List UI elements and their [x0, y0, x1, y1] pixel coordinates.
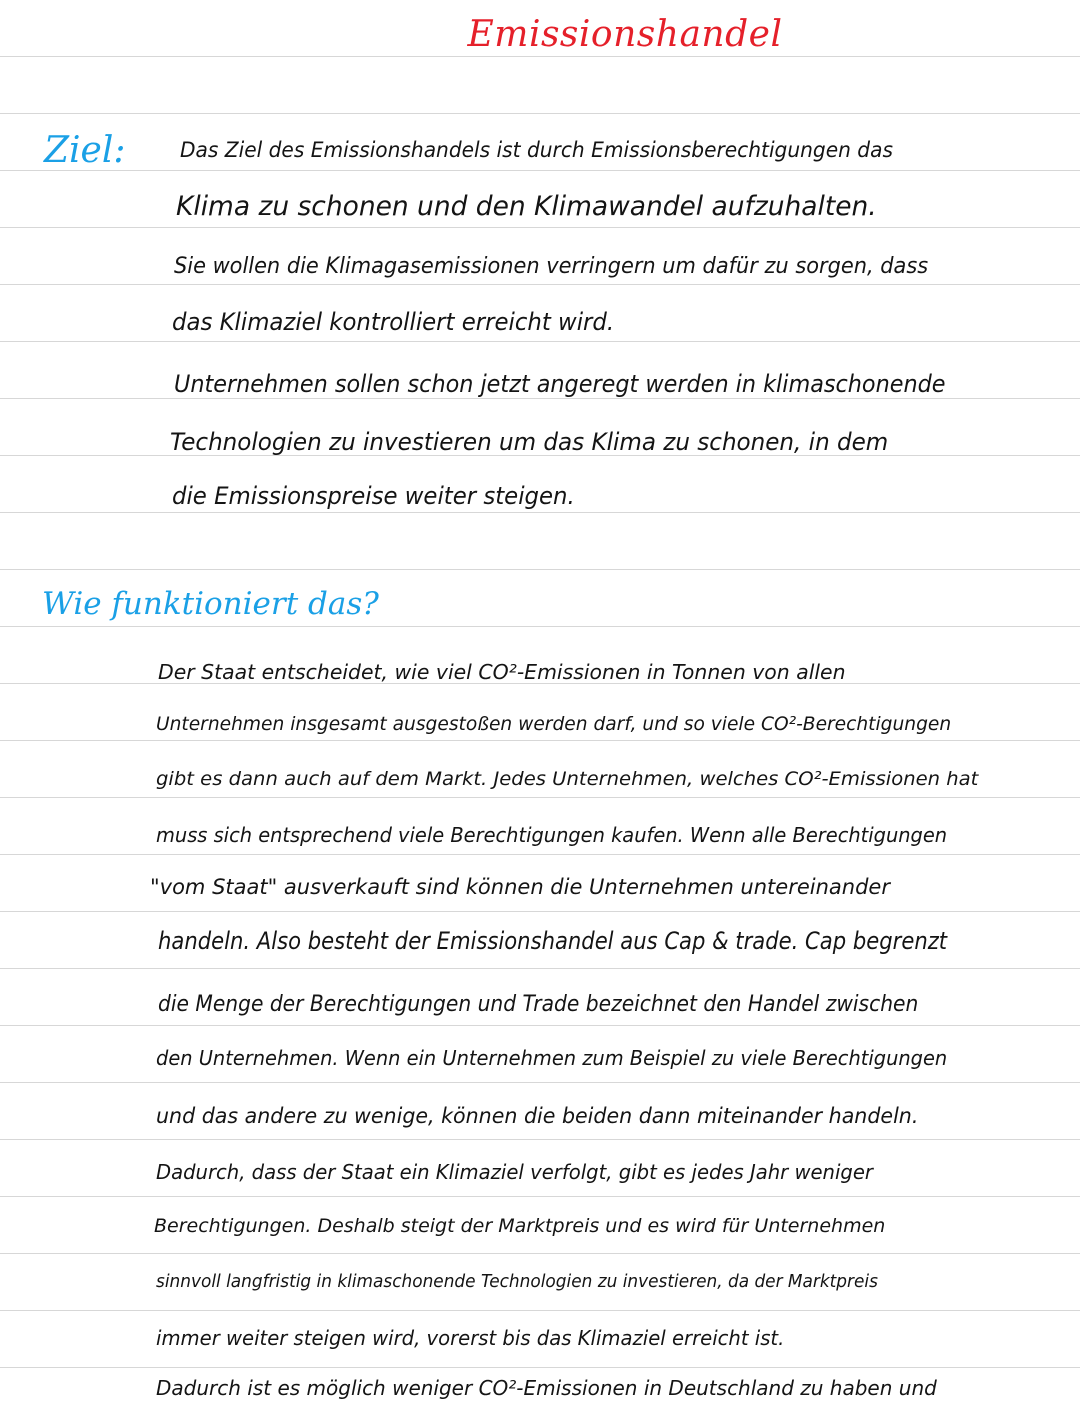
ziel-label: Ziel:: [44, 130, 126, 171]
funktion-line: sinnvoll langfristig in klimaschonende Technologien zu investieren, da der Marktpreis: [156, 1271, 878, 1292]
ziel-line: Sie wollen die Klimagasemissionen verringern um dafür zu sorgen, dass: [174, 254, 929, 279]
ziel-line: Technologien zu investieren um das Klima zu schonen, in dem: [170, 428, 889, 456]
funktion-line: gibt es dann auch auf dem Markt. Jedes Unternehmen, welches CO²-Emissionen hat: [156, 768, 979, 790]
ziel-line: Klima zu schonen und den Klimawandel aufzuhalten.: [176, 191, 877, 222]
ziel-line: das Klimaziel kontrolliert erreicht wird.: [172, 308, 615, 336]
funktion-line: Unternehmen insgesamt ausgestoßen werden darf, und so viele CO²-Berechtigungen: [156, 713, 952, 735]
funktion-line: handeln. Also besteht der Emissionshandel aus Cap & trade. Cap begrenzt: [158, 927, 948, 955]
funktion-line: muss sich entsprechend viele Berechtigungen kaufen. Wenn alle Berechtigungen: [156, 823, 948, 847]
funktion-line: Der Staat entscheidet, wie viel CO²-Emissionen in Tonnen von allen: [158, 660, 846, 684]
funktion-line: Dadurch ist es möglich weniger CO²-Emissionen in Deutschland zu haben und: [156, 1376, 937, 1400]
funktion-line: Dadurch, dass der Staat ein Klimaziel verfolgt, gibt es jedes Jahr weniger: [156, 1160, 873, 1184]
funktion-line: immer weiter steigen wird, vorerst bis das Klimaziel erreicht ist.: [156, 1326, 785, 1350]
ziel-line: Unternehmen sollen schon jetzt angeregt werden in klimaschonende: [174, 370, 946, 398]
funktion-line: und das andere zu wenige, können die beiden dann miteinander handeln.: [156, 1104, 919, 1128]
funktion-line: den Unternehmen. Wenn ein Unternehmen zum Beispiel zu viele Berechtigungen: [156, 1046, 948, 1070]
funktion-heading: Wie funktioniert das?: [42, 586, 379, 622]
funktion-line: die Menge der Berechtigungen und Trade bezeichnet den Handel zwischen: [158, 992, 919, 1017]
page-title: Emissionshandel: [467, 14, 783, 55]
ziel-line: Das Ziel des Emissionshandels ist durch Emissionsberechtigungen das: [180, 138, 893, 162]
funktion-line: "vom Staat" ausverkauft sind können die Unternehmen untereinander: [150, 875, 890, 899]
ziel-line: die Emissionspreise weiter steigen.: [172, 482, 575, 510]
funktion-line: Berechtigungen. Deshalb steigt der Marktpreis und es wird für Unternehmen: [154, 1215, 886, 1237]
